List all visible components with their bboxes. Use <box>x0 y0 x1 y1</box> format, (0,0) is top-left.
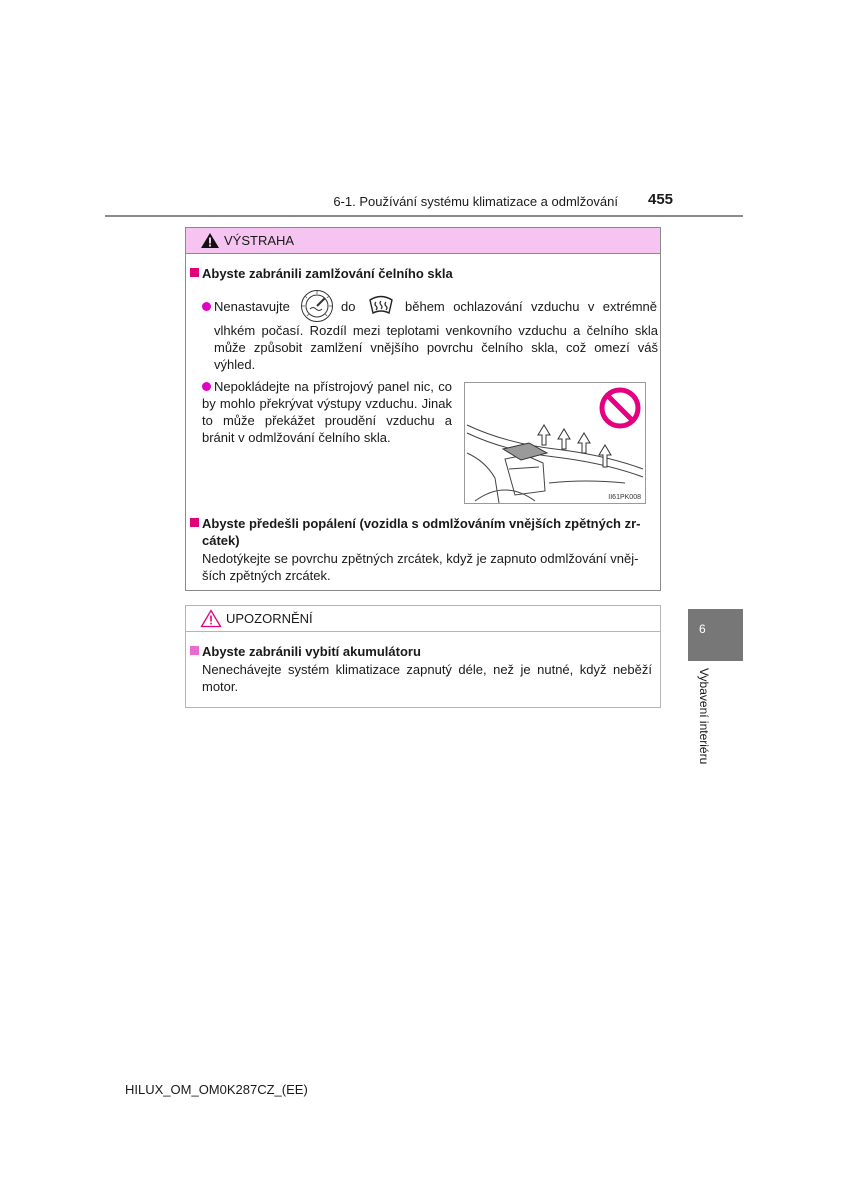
bullet1-part3: během ochlazování vzduchu v extrémně <box>405 299 657 314</box>
caution-section-title: Abyste zabránili vybití akumulátoru <box>190 643 421 660</box>
chapter-tab-number: 6 <box>699 622 706 636</box>
dashboard-drawing <box>465 383 645 503</box>
header-divider <box>105 215 743 217</box>
warning-box <box>185 227 661 591</box>
caution-triangle-icon <box>200 609 222 628</box>
section-square-icon <box>190 646 199 655</box>
air-mode-dial-icon <box>300 289 334 323</box>
warning-triangle-icon <box>200 232 220 249</box>
bullet-dot-icon <box>202 302 211 311</box>
caution-box-header <box>186 606 660 632</box>
bullet2-text: Nepokládejte na přístrojový panel nic, co by mohlo překrývat výstupy vzduchu. Jinak to může překážet proudění vzduchu a bránit v odmlžování čelního skla. <box>202 379 452 445</box>
dashboard-illustration <box>464 382 646 504</box>
caution-section-body: Nenechávejte systém klimatizace zapnutý déle, než je nutné, když neběží motor. <box>202 662 652 694</box>
bullet1-first-line: Nenastavujte <box>202 298 290 315</box>
prohibition-icon <box>602 390 638 426</box>
chapter-tab <box>688 609 743 661</box>
figure-code: II61PK008 <box>608 494 641 501</box>
chapter-tab-label: Vybavení interiéru <box>697 668 711 765</box>
caution-box <box>185 605 661 708</box>
warning-section2-title-cont: cátek) <box>202 533 240 548</box>
warning-section2-body-line2: ších zpětných zrcátek. <box>202 568 331 583</box>
warning-section2-body-line1: Nedotýkejte se povrchu zpětných zrcátek, když je zapnuto odmlžování vněj- <box>202 551 639 566</box>
warning-section1-title: Abyste zabránili zamlžování čelního skla <box>190 265 453 282</box>
section-square-icon <box>190 268 199 277</box>
footer-document-code: HILUX_OM_OM0K287CZ_(EE) <box>125 1082 308 1097</box>
header-section-title: 6-1. Používání systému klimatizace a odmlžování <box>333 194 618 209</box>
caution-label: UPOZORNĚNÍ <box>226 611 313 626</box>
warning-box-header <box>186 228 660 254</box>
page-number: 455 <box>648 191 674 208</box>
warning-section2-title: Abyste předešli popálení (vozidla s odmlžováním vnějších zpětných zr- <box>190 515 656 532</box>
bullet1-continuation: vlhkém počasí. Rozdíl mezi teplotami venkovního vzduchu a čelního skla může způsobit zamlžení vnějšího povrchu čelního skla, což omezí váš výhled. <box>214 323 658 372</box>
bullet1-do: do <box>341 299 356 314</box>
bullet-dot-icon <box>202 382 211 391</box>
warning-label: VÝSTRAHA <box>224 233 295 248</box>
windshield-defroster-icon <box>368 294 394 314</box>
section-square-icon <box>190 518 199 527</box>
